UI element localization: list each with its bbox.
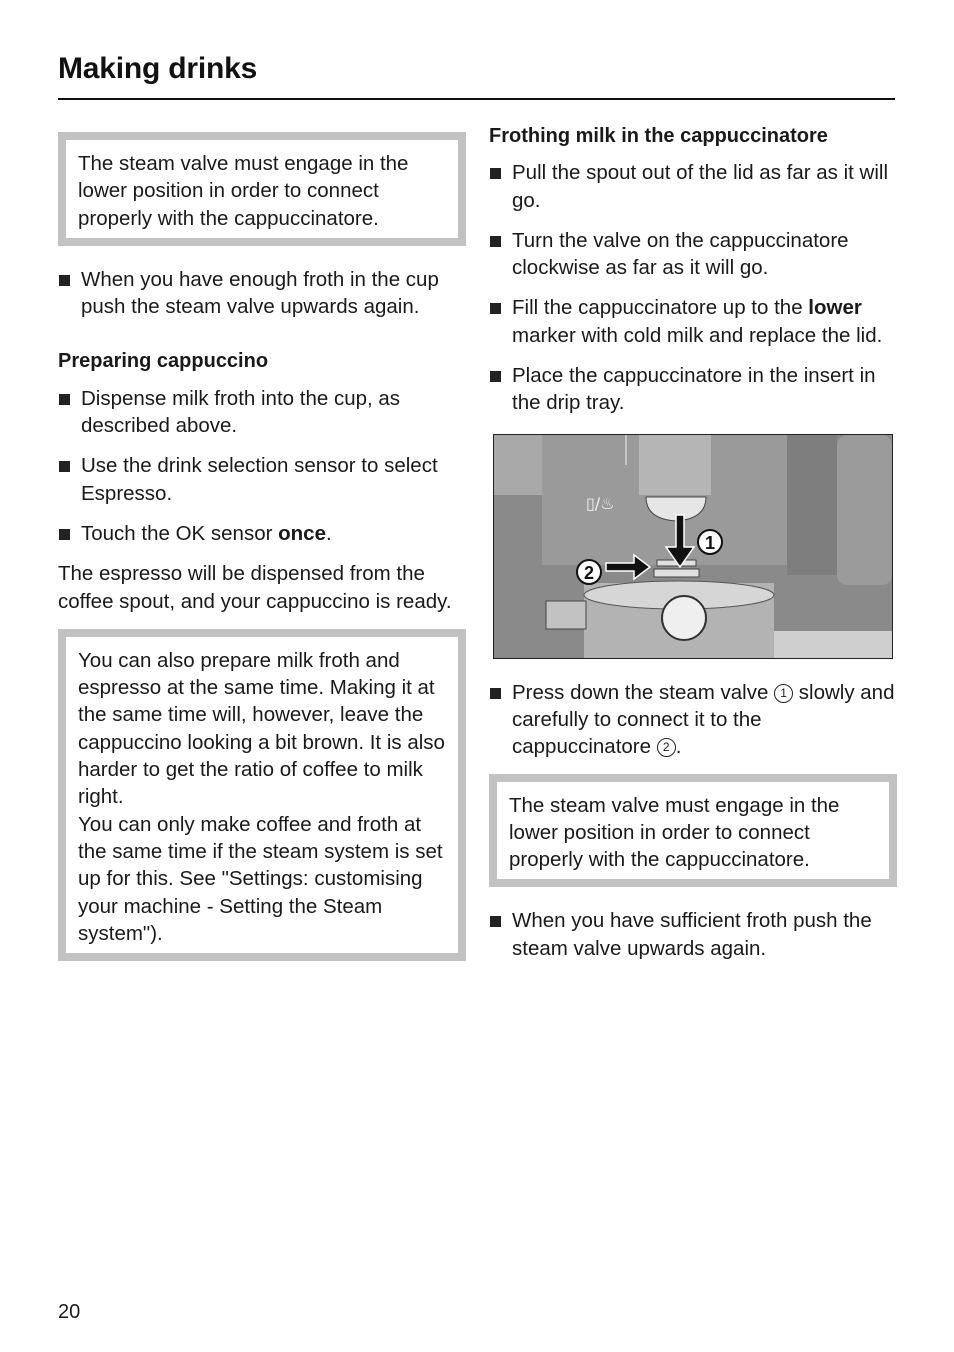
note-box-simultaneous (58, 629, 466, 961)
instruction-turn-valve: Turn the valve on the cappuccinatore clockwise as far as it will go. (489, 227, 897, 282)
instruction-text-end: . (675, 735, 682, 759)
page-title: Making drinks (58, 52, 258, 85)
left-column (58, 120, 466, 981)
instruction-press-steam-valve (489, 679, 897, 761)
cappuccinatore-illustration (493, 434, 893, 659)
instruction-text-middle: slowly and carefully to connect it to the cappuccinatore (512, 680, 895, 759)
reference-number-1: 1 (774, 684, 793, 703)
note-text-part-2: You can only make coffee and froth at the same time if the steam system is set up for this. See "Settings: customising your machine - Setting the Steam system"). (78, 812, 443, 945)
instruction-text: Press down the steam valve (512, 680, 775, 704)
note-text-part-1: You can also prepare milk froth and espresso at the same time. Making it at the same time will, however, leave the cappuccino looking a bit brown. It is also harder to get the ratio of coffee to milk right. (78, 648, 445, 809)
instruction-froth-enough: When you have enough froth in the cup push the steam valve upwards again. (58, 266, 466, 321)
section-heading-preparing-cappuccino: Preparing cappuccino (58, 350, 269, 373)
emphasis-once: once (278, 521, 326, 545)
instruction-fill-cappuccinatore (489, 294, 897, 349)
section-heading-frothing-milk: Frothing milk in the cappuccinatore (489, 125, 828, 147)
instruction-place-cappuccinatore: Place the cappuccinatore in the insert in the drip tray. (489, 362, 897, 417)
instruction-dispense-froth: Dispense milk froth into the cup, as described above. (58, 385, 466, 440)
instruction-text: Touch the OK sensor (81, 521, 279, 545)
instruction-text: Fill the cappuccinatore up to the (512, 296, 809, 320)
drink-symbol-icon: ▯/♨ (586, 493, 615, 513)
emphasis-lower: lower (808, 296, 862, 320)
instruction-text-end: . (326, 521, 332, 545)
page-number: 20 (58, 1301, 81, 1323)
reference-number-2: 2 (657, 738, 676, 757)
callout-2-label: 2 (583, 562, 595, 583)
title-divider (58, 98, 895, 100)
note-text: The steam valve must engage in the lower position in order to connect properly with the cappuccinatore. (509, 793, 840, 872)
instruction-text-end: marker with cold milk and replace the lid. (512, 323, 883, 347)
instruction-select-espresso: Use the drink selection sensor to select Espresso. (58, 452, 466, 507)
right-column (489, 120, 897, 975)
instruction-sufficient-froth: When you have sufficient froth push the steam valve upwards again. (489, 907, 897, 962)
note-box-steam-valve (58, 132, 466, 246)
note-text: The steam valve must engage in the lower position in order to connect properly with the cappuccinatore. (78, 152, 409, 230)
note-box-steam-valve-right (489, 774, 897, 888)
espresso-dispensed-paragraph: The espresso will be dispensed from the coffee spout, and your cappuccino is ready. (58, 562, 452, 613)
instruction-pull-spout: Pull the spout out of the lid as far as it will go. (489, 159, 897, 214)
instruction-touch-ok (58, 520, 466, 547)
callout-1-label: 1 (704, 532, 716, 553)
